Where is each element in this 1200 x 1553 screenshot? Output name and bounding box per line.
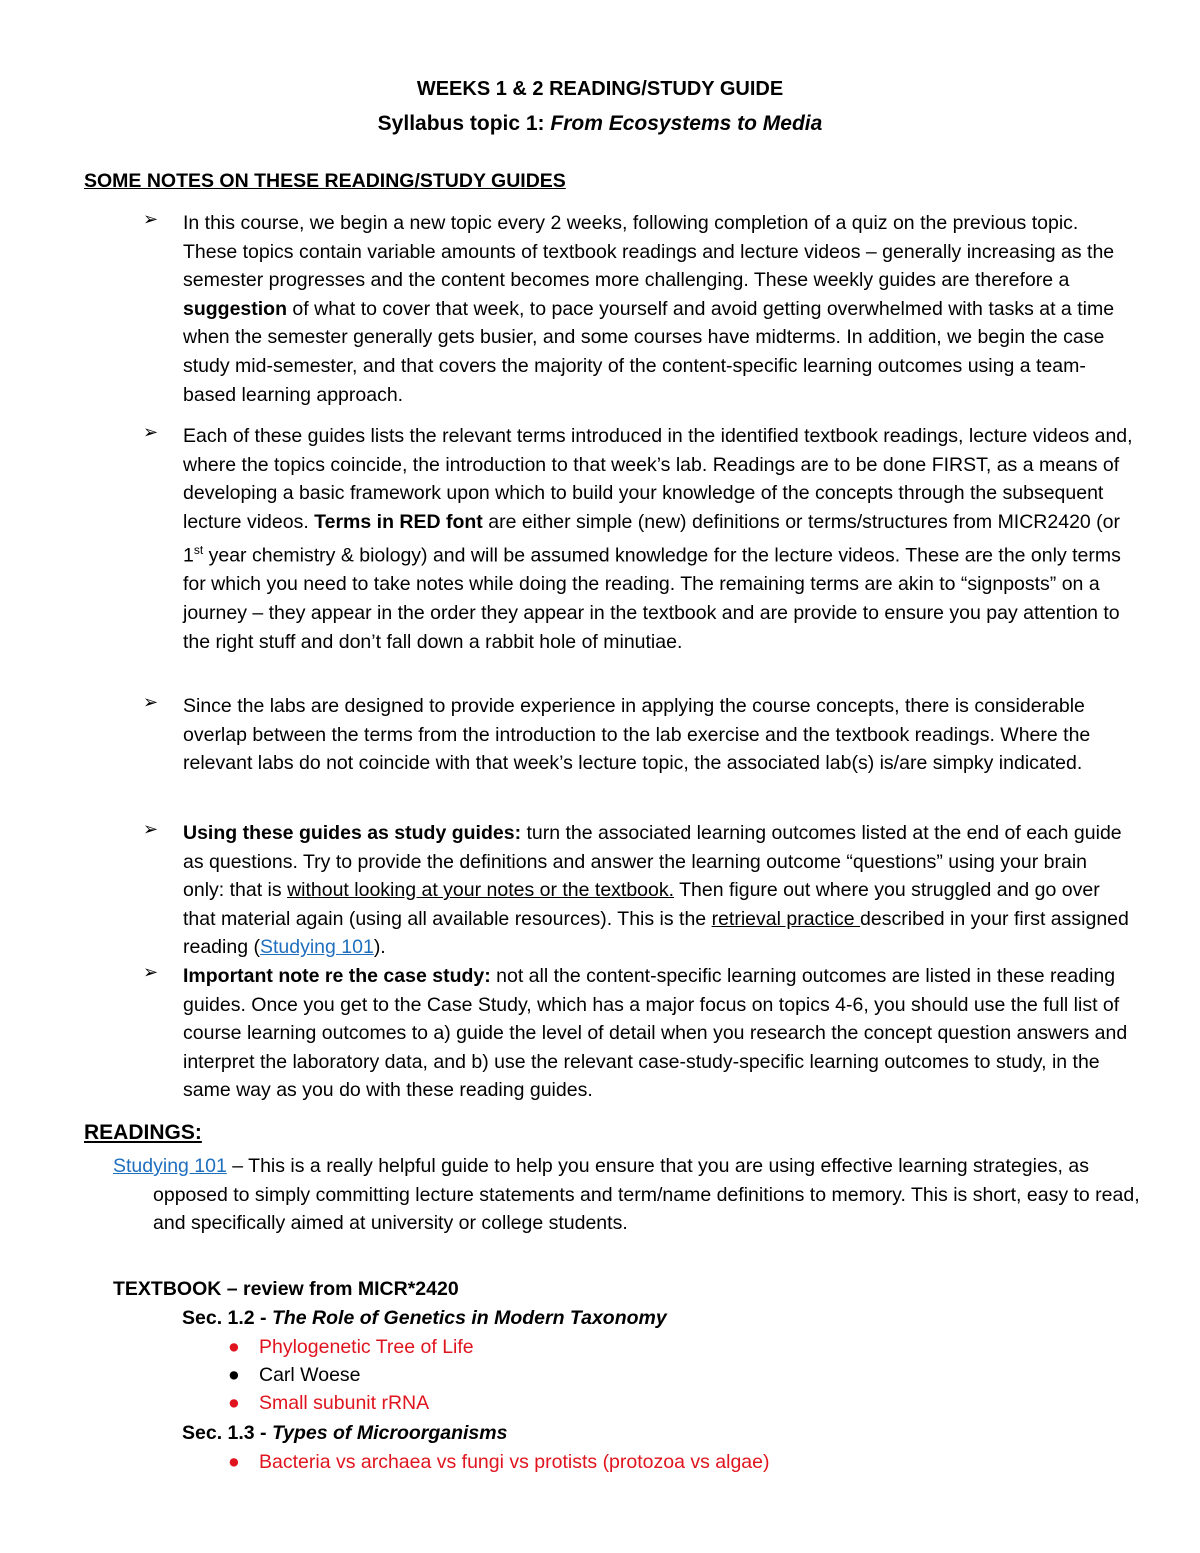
readings-entry: Studying 101 – This is a really helpful guide to help you ensure that you are using effective learning strategies, as opposed to simply committing lecture statements and term/name definitions to memory. This is short, easy to read, and specifically aimed at university or college students. bbox=[113, 1155, 1140, 1235]
arrow-bullet-icon: ➢ bbox=[143, 422, 159, 442]
studying-101-link[interactable]: Studying 101 bbox=[259, 936, 374, 959]
list-item: ● Phylogenetic Tree of Life bbox=[228, 1336, 474, 1358]
list-item: ● Carl Woese bbox=[228, 1364, 361, 1386]
page-title: WEEKS 1 & 2 READING/STUDY GUIDE bbox=[416, 78, 784, 100]
page-subtitle bbox=[0, 112, 1200, 136]
section-1-3-heading: Sec. 1.3 - Types of Microorganisms bbox=[182, 1422, 508, 1444]
arrow-bullet-icon: ➢ bbox=[143, 819, 159, 839]
notes-heading: SOME NOTES ON THESE READING/STUDY GUIDES bbox=[84, 170, 566, 192]
arrow-bullet-icon: ➢ bbox=[143, 962, 159, 982]
bullet-dot-icon: ● bbox=[228, 1392, 240, 1414]
note-bullet-2: ➢ Each of these guides lists the relevant terms introduced in the identified textbook readings, lecture videos and, where the topics coincide, the introduction to that week’s lab. Readings are to be done FIRST, as a means of developing a basic framework upon which to build your knowledge of the concepts through the subsequent lecture videos. Terms in RED font are either simple (new) definitions or terms/structures from MICR2420 (or 1st year chemistry & biology) and will be assumed knowledge for the lecture videos. These are the only terms for which you need to take notes while doing the reading. The remaining terms are akin to “signposts” on a journey – they appear in the order they appear in the textbook and are provide to ensure you pay attention to the right stuff and don’t fall down a rabbit hole of minutiae. bbox=[143, 422, 1133, 653]
arrow-bullet-icon: ➢ bbox=[143, 692, 159, 712]
studying-101-link[interactable]: Studying 101 bbox=[113, 1155, 227, 1177]
note-bullet-4: ➢ Using these guides as study guides: turn the associated learning outcomes listed at the end of each guide as questions. Try to provide the definitions and answer the learning outcome “questions” using your brain only: that is without looking at your notes or the textbook. Then figure out where you struggled and go over that material again (using all available resources). This is the retrieval practice described in your first assigned reading (Studying 101). bbox=[143, 819, 1129, 959]
arrow-bullet-icon: ➢ bbox=[143, 209, 159, 229]
section-1-2-heading: Sec. 1.2 - The Role of Genetics in Modern Taxonomy bbox=[182, 1307, 667, 1329]
note-bullet-5: ➢ Important note re the case study: not all the content-specific learning outcomes are listed in these reading guides. Once you get to the Case Study, which has a major focus on topics 4-6, you should use the full list of course learning outcomes to a) guide the level of detail when you research the concept question answers and interpret the laboratory data, and b) use the relevant case-study-specific learning outcomes to study, in the same way as you do with these reading guides. bbox=[143, 962, 1128, 1102]
bullet-dot-icon: ● bbox=[228, 1364, 240, 1386]
textbook-heading: TEXTBOOK – review from MICR*2420 bbox=[113, 1278, 459, 1300]
bullet-dot-icon: ● bbox=[228, 1336, 240, 1358]
bullet-dot-icon: ● bbox=[228, 1451, 240, 1473]
list-item: ● Small subunit rRNA bbox=[228, 1392, 430, 1414]
note-bullet-3: ➢ Since the labs are designed to provide experience in applying the course concepts, there is considerable overlap between the terms from the introduction to the lab exercise and the textbook readings. Where the relevant labs do not coincide with that week’s lecture topic, the associated lab(s) is/are simpky indicated. bbox=[143, 692, 1091, 775]
note-bullet-1: ➢ In this course, we begin a new topic every 2 weeks, following completion of a quiz on the previous topic. These topics contain variable amounts of textbook readings and lecture videos – generally increasing as the semester progresses and the content becomes more challenging. These weekly guides are therefore a suggestion of what to cover that week, to pace yourself and avoid getting overwhelmed with tasks at a time when the semester generally gets busier, and some courses have midterms. In addition, we begin the case study mid-semester, and that covers the majority of the content-specific learning outcomes using a team-based learning approach. bbox=[143, 209, 1115, 406]
list-item: ● Bacteria vs archaea vs fungi vs protists (protozoa vs algae) bbox=[228, 1451, 770, 1473]
subtitle-prefix: Syllabus topic 1: bbox=[377, 112, 545, 135]
subtitle-topic: From Ecosystems to Media bbox=[550, 112, 823, 135]
readings-heading: READINGS: bbox=[84, 1121, 202, 1144]
